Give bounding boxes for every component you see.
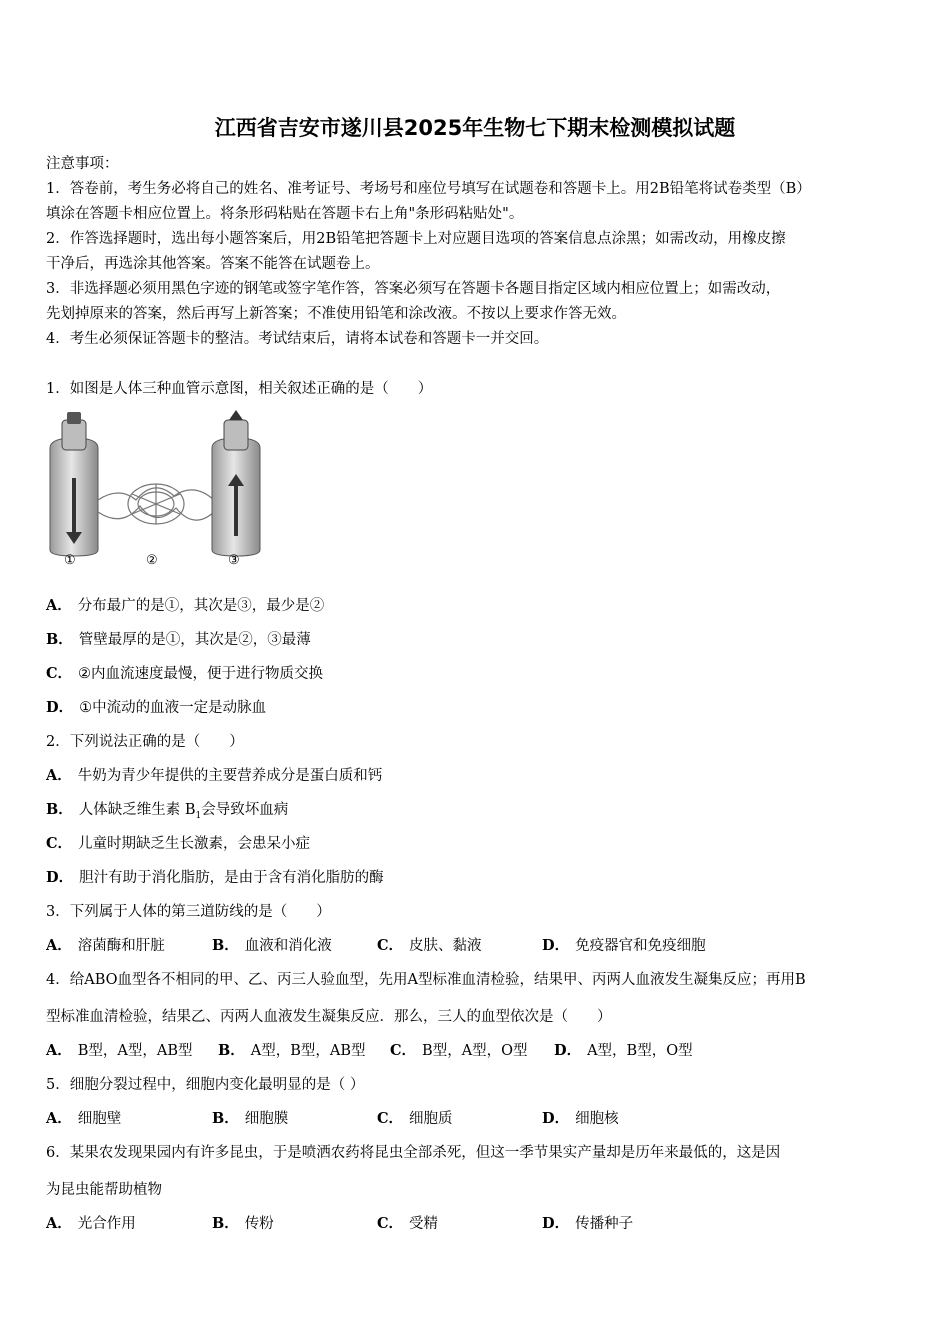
q5-option-a[interactable]: A． 细胞壁 (46, 1110, 122, 1127)
q4-option-c[interactable]: C． B型，A型，O型 (390, 1042, 528, 1059)
q1-option-a[interactable]: A． 分布最广的是①，其次是③，最少是② (46, 597, 325, 614)
q6-option-b[interactable]: B． 传粉 (212, 1215, 274, 1232)
q6-stem-line1: 6．某果农发现果园内有许多昆虫，于是喷洒农药将昆虫全部杀死，但这一季节果实产量却是历年来最低的，这是因 (46, 1145, 781, 1161)
figure-label-3: ③ (228, 553, 240, 568)
q3-option-d[interactable]: D． 免疫器官和免疫细胞 (542, 937, 706, 954)
q3-stem: 3．下列属于人体的第三道防线的是（ ） (46, 904, 331, 920)
blood-vessels-figure (44, 408, 274, 574)
q3-option-c[interactable]: C． 皮肤、黏液 (377, 937, 482, 954)
q3-option-b[interactable]: B． 血液和消化液 (212, 937, 332, 954)
figure-label-2: ② (146, 553, 158, 568)
notice-line: 3．非选择题必须用黑色字迹的钢笔或签字笔作答，答案必须写在答题卡各题目指定区域内相应位置上；如需改动， (46, 281, 781, 297)
notice-heading: 注意事项： (46, 156, 119, 172)
q4-stem-line2: 型标准血清检验，结果乙、丙两人血液发生凝集反应．那么，三人的血型依次是（ ） (46, 1009, 612, 1025)
q2-stem: 2．下列说法正确的是（ ） (46, 734, 244, 750)
capillary-network (98, 484, 214, 524)
q6-stem-line2: 为昆虫能帮助植物 (46, 1182, 162, 1198)
q1-option-d[interactable]: D． ①中流动的血液一定是动脉血 (46, 699, 267, 716)
q1-option-b[interactable]: B． 管壁最厚的是①，其次是②，③最薄 (46, 631, 311, 648)
q2-option-c[interactable]: C． 儿童时期缺乏生长激素，会患呆小症 (46, 835, 311, 852)
q4-option-a[interactable]: A． B型，A型，AB型 (46, 1042, 193, 1059)
q6-option-d[interactable]: D． 传播种子 (542, 1215, 634, 1232)
artery-vessel (50, 412, 98, 556)
q6-option-c[interactable]: C． 受精 (377, 1215, 439, 1232)
notice-line: 2．作答选择题时，选出每小题答案后，用2B铅笔把答题卡上对应题目选项的答案信息点涂黑；如需改动，用橡皮擦 (46, 231, 786, 247)
notice-line: 1．答卷前，考生务必将自己的姓名、准考证号、考场号和座位号填写在试题卷和答题卡上。用2B铅笔将试卷类型（B） (46, 181, 811, 197)
q2-option-d[interactable]: D． 胆汁有助于消化脂肪，是由于含有消化脂肪的酶 (46, 869, 384, 886)
q5-option-d[interactable]: D． 细胞核 (542, 1110, 619, 1127)
q3-option-a[interactable]: A． 溶菌酶和肝脏 (46, 937, 165, 954)
q2-option-b[interactable]: B． 人体缺乏维生素 $B_1$会导致坏血病 (46, 801, 289, 821)
q6-option-a[interactable]: A． 光合作用 (46, 1215, 136, 1232)
q4-stem-line1: 4．给ABO血型各不相同的甲、乙、丙三人验血型，先用A型标准血清检验，结果甲、丙两人血液发生凝集反应；再用B (46, 972, 806, 988)
notice-line: 4．考生必须保证答题卡的整洁。考试结束后，请将本试卷和答题卡一并交回。 (46, 331, 549, 347)
notice-line: 干净后，再选涂其他答案。答案不能答在试题卷上。 (46, 256, 380, 272)
notice-line: 填涂在答题卡相应位置上。将条形码粘贴在答题卡右上角"条形码粘贴处"。 (46, 206, 524, 222)
q2-option-a[interactable]: A． 牛奶为青少年提供的主要营养成分是蛋白质和钙 (46, 767, 383, 784)
q4-option-d[interactable]: D． A型，B型，O型 (554, 1042, 693, 1059)
notice-line: 先划掉原来的答案，然后再写上新答案；不准使用铅笔和涂改液。不按以上要求作答无效。 (46, 306, 626, 322)
figure-label-1: ① (64, 553, 76, 568)
vein-vessel (212, 410, 260, 556)
q4-option-b[interactable]: B． A型，B型，AB型 (218, 1042, 366, 1059)
q5-option-c[interactable]: C． 细胞质 (377, 1110, 453, 1127)
page-title: 江西省吉安市遂川县2025年生物七下期末检测模拟试题 (214, 116, 736, 140)
q5-stem: 5．细胞分裂过程中，细胞内变化最明显的是（ ） (46, 1077, 365, 1093)
q1-option-c[interactable]: C． ②内血流速度最慢，便于进行物质交换 (46, 665, 324, 682)
q1-stem: 1．如图是人体三种血管示意图，相关叙述正确的是（ ） (46, 381, 433, 397)
q5-option-b[interactable]: B． 细胞膜 (212, 1110, 289, 1127)
